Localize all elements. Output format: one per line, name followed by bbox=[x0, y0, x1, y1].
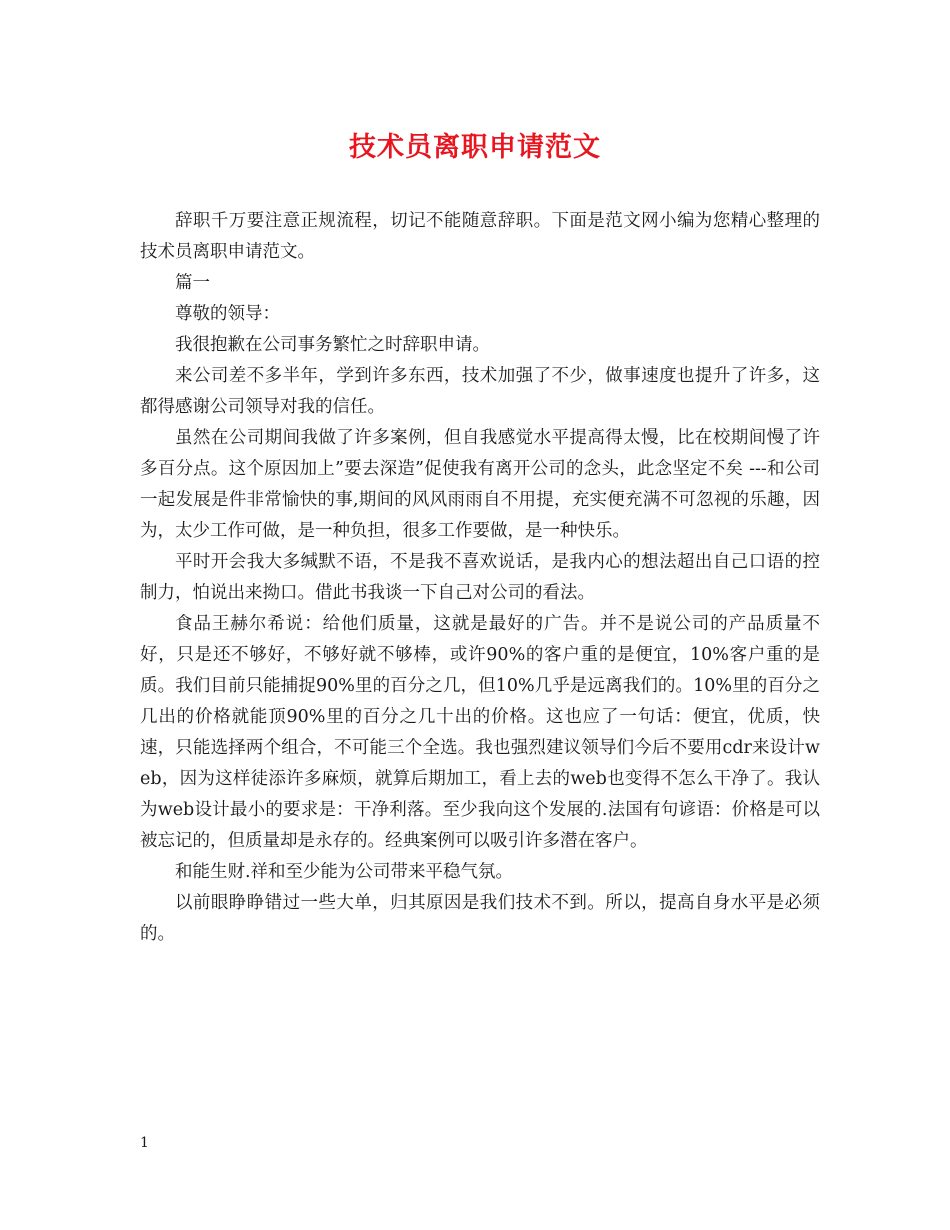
paragraph-intro: 辞职千万要注意正规流程，切记不能随意辞职。下面是范文网小编为您精心整理的技术员离职申请范文。 bbox=[140, 211, 820, 262]
paragraph-quality: 食品王赫尔希说：给他们质量，这就是最好的广告。并不是说公司的产品质量不好，只是还不够好，不够好就不够棒，或许90%的客户重的是便宜，10%客户重的是质。我们目前只能捕捉90%里的百分之几，但10%几乎是远离我们的。10%里的百分之几出的价格就能顶90%里的百分之几十出的价格。这也应了一句话：便宜，优质，快速，只能选择两个组合，不可能三个全选。我也强烈建议领导们今后不要用cdr来设计web，因为这样徒添许多麻烦，就算后期加工，看上去的web也变得不怎么干净了。我认为web设计最小的要求是：干净利落。至少我向这个发展的.法国有句谚语：价格是可以被忘记的，但质量却是永存的。经典案例可以吸引许多潜在客户。 bbox=[140, 614, 820, 851]
document-title: 技术员离职申请范文 bbox=[349, 132, 601, 163]
paragraph-harmony: 和能生财.祥和至少能为公司带来平稳气氛。 bbox=[175, 862, 514, 882]
paragraph-reason: 虽然在公司期间我做了许多案例，但自我感觉水平提高得太慢，比在校期间慢了许多百分点。这个原因加上”要去深造”促使我有离开公司的念头，此念坚定不矣 ---和公司一起发展是件非常愉快的事,期间的风风雨雨自不用提，充实便充满不可忽视的乐趣，因为，太少工作可做，是一种负担，很多工作要做，是一种快乐。 bbox=[140, 428, 820, 541]
paragraph-skills: 以前眼睁睁错过一些大单，归其原因是我们技术不到。所以，提高自身水平是必须的。 bbox=[140, 893, 820, 944]
paragraph-meetings: 平时开会我大多缄默不语，不是我不喜欢说话，是我内心的想法超出自己口语的控制力，怕说出来拗口。借此书我谈一下自己对公司的看法。 bbox=[140, 552, 820, 603]
page-number: 1 bbox=[140, 1135, 149, 1151]
paragraph-gratitude: 来公司差不多半年，学到许多东西，技术加强了不少，做事速度也提升了许多，这都得感谢公司领导对我的信任。 bbox=[140, 366, 820, 417]
paragraph-apology: 我很抱歉在公司事务繁忙之时辞职申请。 bbox=[175, 335, 490, 355]
paragraph-section-heading: 篇一 bbox=[175, 273, 210, 293]
paragraph-salutation: 尊敬的领导： bbox=[175, 304, 280, 324]
document-body bbox=[140, 206, 820, 950]
